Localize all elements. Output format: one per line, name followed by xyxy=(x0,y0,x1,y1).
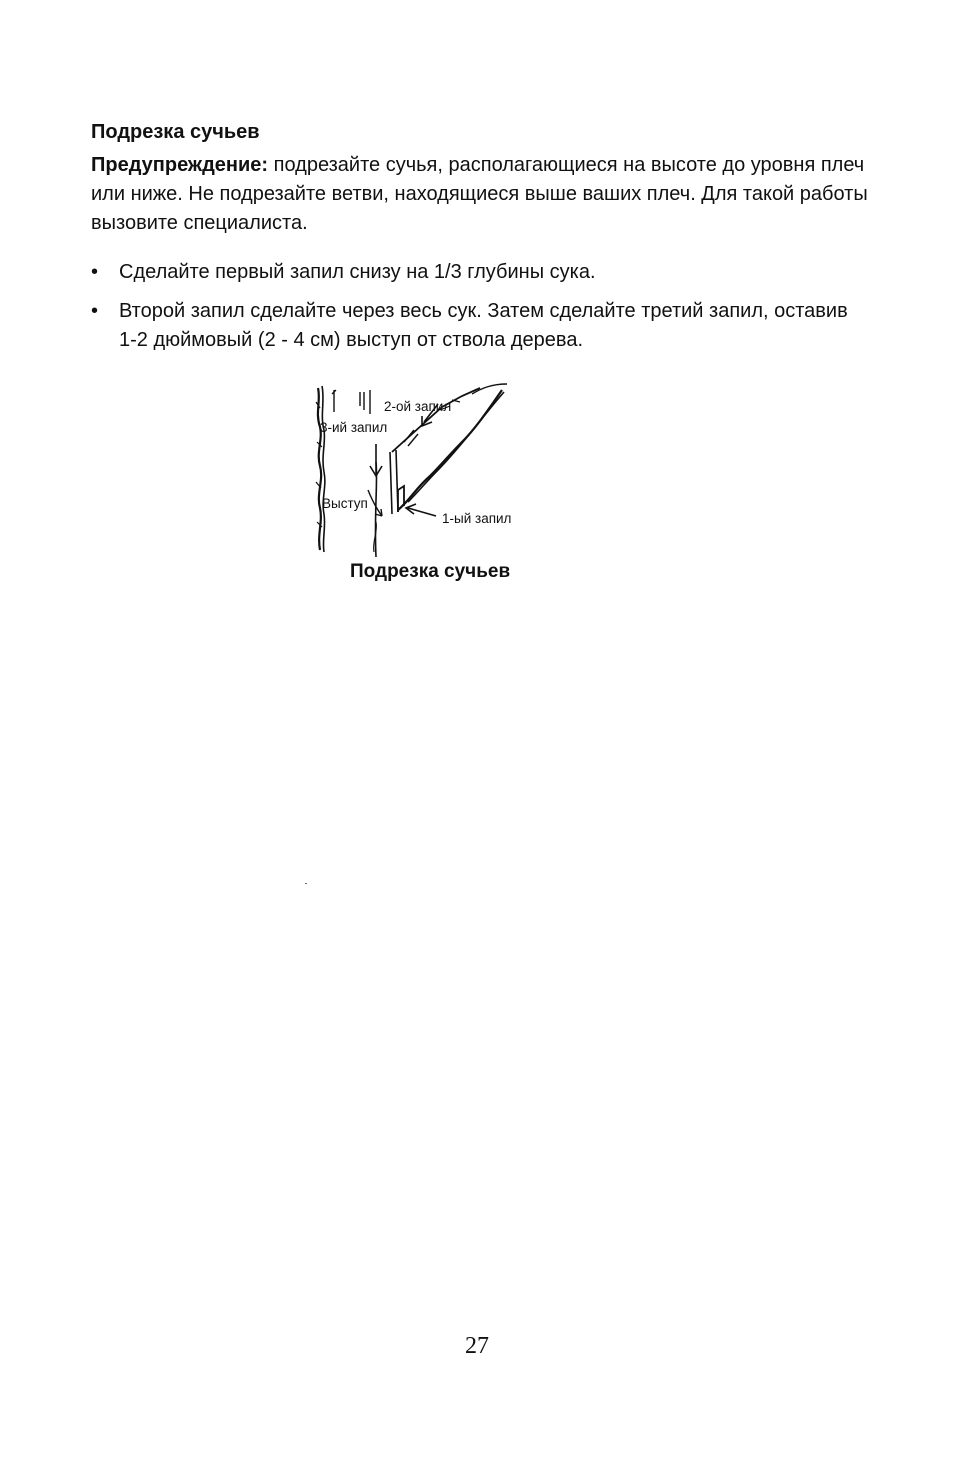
bullet-icon: • xyxy=(91,261,99,283)
label-stub: Выступ xyxy=(322,496,368,511)
instruction-list xyxy=(91,258,871,365)
figure-caption: Подрезка сучьев xyxy=(350,561,511,582)
pruning-diagram xyxy=(312,382,552,560)
scan-speck xyxy=(305,883,307,884)
list-item-text: Сделайте первый запил снизу на 1/3 глубины сука. xyxy=(119,261,596,283)
warning-label: Предупреждение: xyxy=(91,154,269,176)
label-second-cut: 2-ой запил xyxy=(384,399,452,414)
warning-paragraph xyxy=(91,151,871,238)
list-item xyxy=(91,258,871,287)
bullet-icon: • xyxy=(91,300,99,322)
warning-text: подрезайте сучья, располагающиеся на высоте до уровня плеч или ниже. Не подрезайте ветви, находящиеся выше ваших плеч. Для такой работы вызовите специалиста. xyxy=(91,154,868,234)
list-item-text: Второй запил сделайте через весь сук. Затем сделайте третий запил, оставив 1-2 дюймовый (2 - 4 см) выступ от ствола дерева. xyxy=(119,300,848,351)
label-first-cut: 1-ый запил xyxy=(442,511,512,526)
page-number: 27 xyxy=(465,1333,489,1359)
label-third-cut: 3-ий запил xyxy=(320,420,388,435)
section-heading: Подрезка сучьев xyxy=(91,121,260,143)
list-item xyxy=(91,297,871,355)
